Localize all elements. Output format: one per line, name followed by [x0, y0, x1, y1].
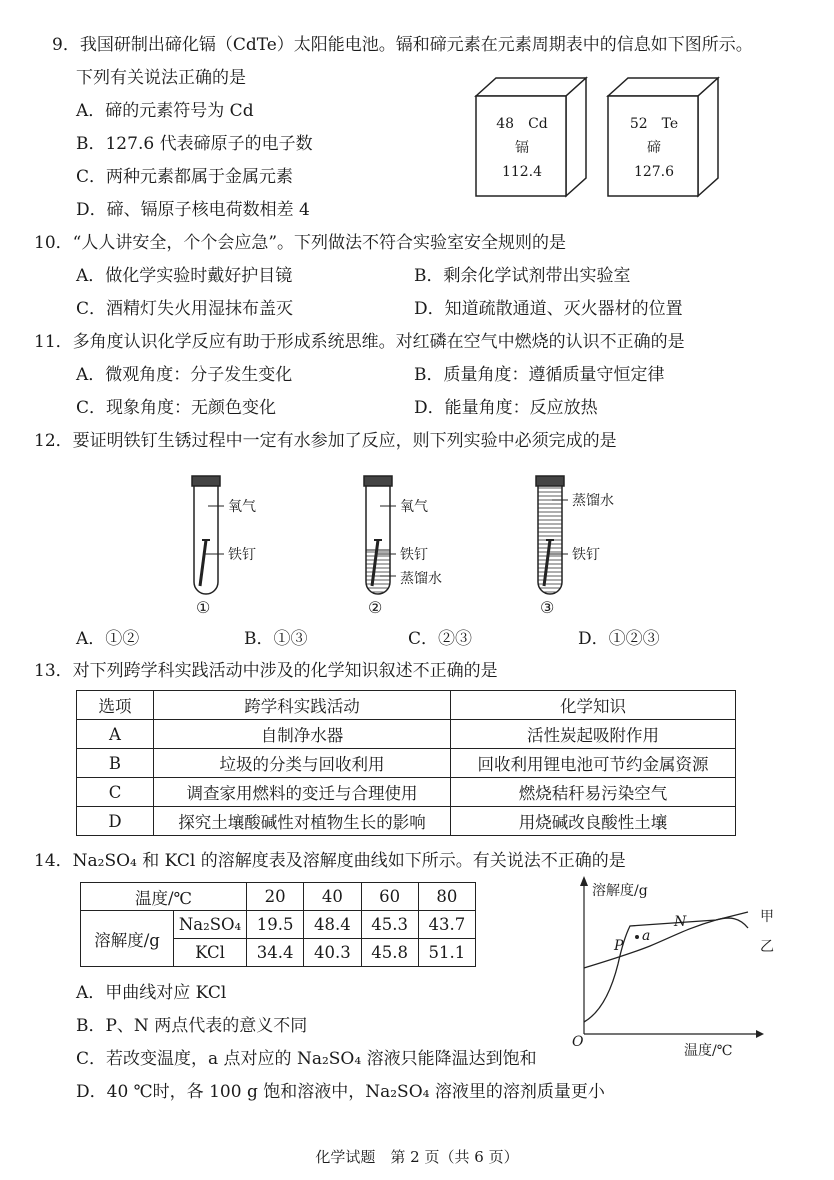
q9-option-d: D．碲、镉原子核电荷数相差 4 [76, 200, 310, 220]
q14-na2so4-label: Na₂SO₄ [174, 911, 247, 939]
tube1-number: ① [196, 598, 211, 617]
q14-temp-label: 温度/℃ [81, 883, 247, 911]
q13-header-option: 选项 [77, 691, 154, 720]
cadmium-cell [478, 112, 566, 184]
tube2-number: ② [368, 598, 383, 617]
cadmium-number-symbol: 48 Cd [496, 116, 548, 132]
tellurium-cell [610, 112, 698, 184]
q13-row-a-activity: 自制净水器 [154, 720, 451, 749]
q14-temp-60: 60 [361, 883, 418, 911]
point-p-label: P [614, 938, 624, 954]
q14-sol-label: 溶解度/g [81, 911, 174, 967]
q10-stem: 10．“人人讲安全，个个会应急”。下列做法不符合实验室安全规则的是 [34, 233, 567, 253]
q14-na2so4-80: 43.7 [418, 911, 475, 939]
tube3-label-nail: 铁钉 [572, 547, 600, 563]
cadmium-name: 镉 [515, 140, 529, 156]
q12-option-d: D．①②③ [578, 629, 660, 649]
curve-label-yi: 乙 [760, 939, 774, 955]
q13-header-knowledge: 化学知识 [451, 691, 736, 720]
q11-option-d: D．能量角度：反应放热 [414, 398, 598, 418]
q14-kcl-80: 51.1 [418, 939, 475, 967]
q10-option-b: B．剩余化学试剂带出实验室 [414, 266, 631, 286]
q13-row-c-knowledge: 燃烧秸秆易污染空气 [451, 778, 736, 807]
table-row [77, 778, 736, 807]
point-a [635, 935, 639, 939]
test-tube-1 [192, 476, 224, 594]
q14-solubility-table [80, 882, 476, 967]
q14-na2so4-20: 19.5 [247, 911, 304, 939]
test-tube-2 [364, 476, 396, 594]
graph-origin: O [572, 1034, 584, 1050]
q14-na2so4-60: 45.3 [361, 911, 418, 939]
point-n-label: N [674, 914, 687, 930]
q13-row-c-option: C [77, 778, 154, 807]
q11-stem: 11．多角度认识化学反应有助于形成系统思维。对红磷在空气中燃烧的认识不正确的是 [34, 332, 685, 352]
q14-option-c: C．若改变温度，a 点对应的 Na₂SO₄ 溶液只能降温达到饱和 [76, 1049, 537, 1069]
q9-option-c: C．两种元素都属于金属元素 [76, 167, 294, 187]
table-row [77, 749, 736, 778]
curve-jia [584, 912, 748, 1022]
q14-stem: 14．Na₂SO₄ 和 KCl 的溶解度表及溶解度曲线如下所示。有关说法不正确的是 [34, 851, 626, 871]
tellurium-mass: 127.6 [633, 164, 675, 180]
page-footer: 化学试题 第 2 页（共 6 页） [315, 1148, 519, 1166]
curve-yi [584, 918, 748, 968]
q14-kcl-20: 34.4 [247, 939, 304, 967]
y-axis-arrow [580, 876, 588, 886]
q13-row-b-option: B [77, 749, 154, 778]
tube2-label-water: 蒸馏水 [400, 571, 442, 587]
test-tube-3 [536, 476, 568, 594]
q14-temp-row [81, 883, 476, 911]
q13-row-c-activity: 调查家用燃料的变迁与合理使用 [154, 778, 451, 807]
q13-row-a-option: A [77, 720, 154, 749]
q14-kcl-60: 45.8 [361, 939, 418, 967]
tube2-label-oxygen: 氧气 [400, 499, 428, 515]
q9-option-b: B．127.6 代表碲原子的电子数 [76, 134, 313, 154]
tube3-label-water: 蒸馏水 [572, 493, 614, 509]
q9-stem-line2: 下列有关说法正确的是 [76, 68, 246, 88]
q13-header-activity: 跨学科实践活动 [154, 691, 451, 720]
q13-row-d-activity: 探究土壤酸碱性对植物生长的影响 [154, 807, 451, 836]
graph-xlabel: 温度/℃ [684, 1043, 733, 1059]
table-row [81, 911, 476, 939]
q12-option-c: C．②③ [408, 629, 473, 649]
curve-label-jia: 甲 [760, 909, 774, 925]
q11-option-c: C．现象角度：无颜色变化 [76, 398, 277, 418]
q13-row-d-knowledge: 用烧碱改良酸性土壤 [451, 807, 736, 836]
q14-kcl-label: KCl [174, 939, 247, 967]
q9-stem-line1: 9．我国研制出碲化镉（CdTe）太阳能电池。镉和碲元素在元素周期表中的信息如下图所示。 [52, 35, 753, 55]
q12-option-b: B．①③ [244, 629, 308, 649]
q13-stem: 13．对下列跨学科实践活动中涉及的化学知识叙述不正确的是 [34, 661, 498, 681]
q14-kcl-40: 40.3 [304, 939, 361, 967]
tube1-label-nail: 铁钉 [228, 547, 256, 563]
tube1-label-oxygen: 氧气 [228, 499, 256, 515]
q11-option-b: B．质量角度：遵循质量守恒定律 [414, 365, 665, 385]
q13-row-d-option: D [77, 807, 154, 836]
q13-row-a-knowledge: 活性炭起吸附作用 [451, 720, 736, 749]
q14-na2so4-40: 48.4 [304, 911, 361, 939]
q14-option-b: B．P、N 两点代表的意义不同 [76, 1016, 308, 1036]
q14-option-d: D．40 ℃时，各 100 g 饱和溶液中，Na₂SO₄ 溶液里的溶剂质量更小 [76, 1082, 605, 1102]
q14-temp-20: 20 [247, 883, 304, 911]
x-axis-arrow [756, 1030, 764, 1038]
cadmium-mass: 112.4 [501, 164, 543, 180]
tube2-label-nail: 铁钉 [400, 547, 428, 563]
q13-table [76, 690, 736, 836]
tellurium-name: 碲 [647, 140, 661, 156]
tellurium-number-symbol: 52 Te [629, 116, 679, 132]
graph-ylabel: 溶解度/g [592, 883, 648, 899]
q10-option-a: A．做化学实验时戴好护目镜 [76, 266, 293, 286]
q13-row-b-knowledge: 回收利用锂电池可节约金属资源 [451, 749, 736, 778]
table-row [77, 720, 736, 749]
q10-option-d: D．知道疏散通道、灭火器材的位置 [414, 299, 683, 319]
q13-row-b-activity: 垃圾的分类与回收利用 [154, 749, 451, 778]
q11-option-a: A．微观角度：分子发生变化 [76, 365, 293, 385]
q13-header-row [77, 691, 736, 720]
tube3-number: ③ [540, 598, 555, 617]
q12-option-a: A．①② [76, 629, 140, 649]
q14-option-a: A．甲曲线对应 KCl [76, 983, 227, 1003]
q12-stem: 12．要证明铁钉生锈过程中一定有水参加了反应，则下列实验中必须完成的是 [34, 431, 617, 451]
q9-option-a: A．碲的元素符号为 Cd [76, 101, 254, 121]
q14-temp-80: 80 [418, 883, 475, 911]
q14-temp-40: 40 [304, 883, 361, 911]
table-row [77, 807, 736, 836]
q10-option-c: C．酒精灯失火用湿抹布盖灭 [76, 299, 294, 319]
point-a-label: a [642, 928, 651, 944]
